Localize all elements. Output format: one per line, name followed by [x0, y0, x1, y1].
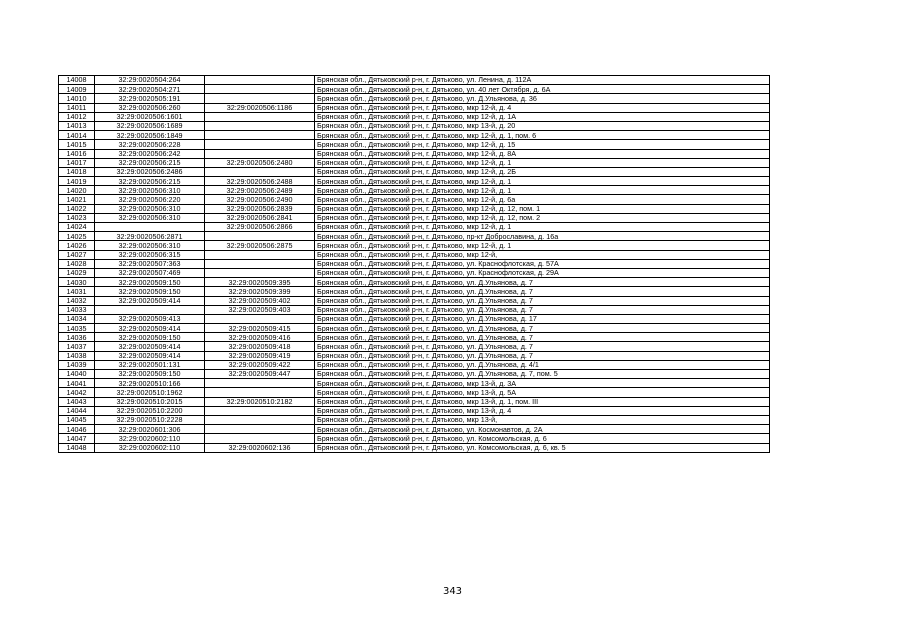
table-row: [59, 94, 770, 103]
address-cell: Брянская обл., Дятьковский р-н, г. Дятьково, ул. Д.Ульянова, д. 7: [315, 333, 770, 342]
record-number-cell: 14019: [59, 177, 95, 186]
related-cadastral-number-cell: [205, 232, 315, 241]
related-cadastral-number-cell: [205, 379, 315, 388]
table-row: [59, 434, 770, 443]
related-cadastral-number-cell: 32:29:0020509:419: [205, 351, 315, 360]
cadastral-number-cell: 32:29:0020507:469: [95, 268, 205, 277]
address-cell: Брянская обл., Дятьковский р-н, г. Дятьково, ул. Ленина, д. 112А: [315, 76, 770, 85]
address-cell: Брянская обл., Дятьковский р-н, г. Дятьково, мкр 12-й, д. 15: [315, 140, 770, 149]
related-cadastral-number-cell: 32:29:0020509:399: [205, 287, 315, 296]
record-number-cell: 14042: [59, 388, 95, 397]
related-cadastral-number-cell: [205, 76, 315, 85]
table-row: [59, 149, 770, 158]
address-cell: Брянская обл., Дятьковский р-н, г. Дятьково, мкр 12-й,: [315, 250, 770, 259]
table-row: [59, 167, 770, 176]
address-cell: Брянская обл., Дятьковский р-н, г. Дятьково, мкр 13-й, д. 1, пом. III: [315, 397, 770, 406]
address-cell: Брянская обл., Дятьковский р-н, г. Дятьково, ул. Д.Ульянова, д. 7: [315, 324, 770, 333]
cadastral-number-cell: 32:29:0020506:2486: [95, 167, 205, 176]
related-cadastral-number-cell: 32:29:0020509:395: [205, 278, 315, 287]
address-cell: Брянская обл., Дятьковский р-н, г. Дятьково, мкр 12-й, д. 8А: [315, 149, 770, 158]
record-number-cell: 14039: [59, 360, 95, 369]
cadastral-number-cell: 32:29:0020509:150: [95, 333, 205, 342]
table-row: [59, 379, 770, 388]
table-row: [59, 370, 770, 379]
address-cell: Брянская обл., Дятьковский р-н, г. Дятьково, мкр 12-й, д. 1: [315, 241, 770, 250]
address-cell: Брянская обл., Дятьковский р-н, г. Дятьково, мкр 13-й, д. 5А: [315, 388, 770, 397]
record-number-cell: 14023: [59, 213, 95, 222]
address-cell: Брянская обл., Дятьковский р-н, г. Дятьково, ул. Комсомольская, д. 6, кв. 5: [315, 443, 770, 452]
cadastral-number-cell: 32:29:0020509:414: [95, 351, 205, 360]
record-number-cell: 14035: [59, 324, 95, 333]
record-number-cell: 14037: [59, 342, 95, 351]
address-cell: Брянская обл., Дятьковский р-н, г. Дятьково, ул. Краснофлотская, д. 29А: [315, 268, 770, 277]
record-number-cell: 14013: [59, 121, 95, 130]
address-cell: Брянская обл., Дятьковский р-н, г. Дятьково, мкр 12-й, д. 1: [315, 177, 770, 186]
record-number-cell: 14012: [59, 112, 95, 121]
cadastral-number-cell: 32:29:0020506:242: [95, 149, 205, 158]
related-cadastral-number-cell: [205, 121, 315, 130]
address-cell: Брянская обл., Дятьковский р-н, г. Дятьково, ул. Краснофлотская, д. 57А: [315, 259, 770, 268]
cadastral-number-cell: 32:29:0020501:131: [95, 360, 205, 369]
related-cadastral-number-cell: 32:29:0020509:403: [205, 305, 315, 314]
address-cell: Брянская обл., Дятьковский р-н, г. Дятьково, ул. Д.Ульянова, д. 7: [315, 296, 770, 305]
address-cell: Брянская обл., Дятьковский р-н, г. Дятьково, мкр 13-й, д. 3А: [315, 379, 770, 388]
cadastral-number-cell: 32:29:0020504:264: [95, 76, 205, 85]
records-body: [59, 76, 770, 453]
cadastral-number-cell: 32:29:0020509:150: [95, 287, 205, 296]
cadastral-number-cell: 32:29:0020506:310: [95, 213, 205, 222]
records-table: [58, 75, 770, 453]
address-cell: Брянская обл., Дятьковский р-н, г. Дятьково, ул. Д.Ульянова, д. 36: [315, 94, 770, 103]
address-cell: Брянская обл., Дятьковский р-н, г. Дятьково, ул. 40 лет Октября, д. 6А: [315, 85, 770, 94]
related-cadastral-number-cell: 32:29:0020506:2489: [205, 186, 315, 195]
table-row: [59, 232, 770, 241]
related-cadastral-number-cell: 32:29:0020506:1186: [205, 103, 315, 112]
address-cell: Брянская обл., Дятьковский р-н, г. Дятьково, мкр 12-й, д. 4: [315, 103, 770, 112]
table-row: [59, 443, 770, 452]
table-row: [59, 112, 770, 121]
record-number-cell: 14044: [59, 406, 95, 415]
record-number-cell: 14038: [59, 351, 95, 360]
address-cell: Брянская обл., Дятьковский р-н, г. Дятьково, мкр 12-й, д. 2Б: [315, 167, 770, 176]
related-cadastral-number-cell: [205, 388, 315, 397]
table-row: [59, 351, 770, 360]
related-cadastral-number-cell: [205, 149, 315, 158]
table-row: [59, 186, 770, 195]
related-cadastral-number-cell: 32:29:0020509:447: [205, 370, 315, 379]
address-cell: Брянская обл., Дятьковский р-н, г. Дятьково, ул. Космонавтов, д. 2А: [315, 425, 770, 434]
cadastral-number-cell: 32:29:0020510:1962: [95, 388, 205, 397]
record-number-cell: 14016: [59, 149, 95, 158]
cadastral-number-cell: 32:29:0020510:2200: [95, 406, 205, 415]
cadastral-number-cell: 32:29:0020509:413: [95, 314, 205, 323]
related-cadastral-number-cell: 32:29:0020506:2480: [205, 158, 315, 167]
record-number-cell: 14041: [59, 379, 95, 388]
table-row: [59, 296, 770, 305]
table-row: [59, 76, 770, 85]
cadastral-number-cell: 32:29:0020506:315: [95, 250, 205, 259]
cadastral-number-cell: 32:29:0020602:110: [95, 434, 205, 443]
address-cell: Брянская обл., Дятьковский р-н, г. Дятьково, мкр 12-й, д. 12, пом. 2: [315, 213, 770, 222]
record-number-cell: 14031: [59, 287, 95, 296]
address-cell: Брянская обл., Дятьковский р-н, г. Дятьково, мкр 12-й, д. 6а: [315, 195, 770, 204]
address-cell: Брянская обл., Дятьковский р-н, г. Дятьково, пр-кт Доброславина, д. 16а: [315, 232, 770, 241]
record-number-cell: 14022: [59, 204, 95, 213]
cadastral-number-cell: 32:29:0020506:260: [95, 103, 205, 112]
related-cadastral-number-cell: [205, 314, 315, 323]
cadastral-number-cell: 32:29:0020507:363: [95, 259, 205, 268]
address-cell: Брянская обл., Дятьковский р-н, г. Дятьково, ул. Д.Ульянова, д. 17: [315, 314, 770, 323]
related-cadastral-number-cell: 32:29:0020506:2866: [205, 223, 315, 232]
record-number-cell: 14047: [59, 434, 95, 443]
related-cadastral-number-cell: [205, 415, 315, 424]
cadastral-number-cell: 32:29:0020506:1601: [95, 112, 205, 121]
address-cell: Брянская обл., Дятьковский р-н, г. Дятьково, мкр 13-й, д. 4: [315, 406, 770, 415]
address-cell: Брянская обл., Дятьковский р-н, г. Дятьково, ул. Д.Ульянова, д. 7: [315, 342, 770, 351]
address-cell: Брянская обл., Дятьковский р-н, г. Дятьково, мкр 12-й, д. 1: [315, 186, 770, 195]
related-cadastral-number-cell: [205, 112, 315, 121]
record-number-cell: 14045: [59, 415, 95, 424]
record-number-cell: 14024: [59, 223, 95, 232]
table-row: [59, 259, 770, 268]
related-cadastral-number-cell: 32:29:0020509:402: [205, 296, 315, 305]
cadastral-number-cell: 32:29:0020509:414: [95, 296, 205, 305]
cadastral-number-cell: [95, 305, 205, 314]
table-row: [59, 314, 770, 323]
cadastral-number-cell: 32:29:0020602:110: [95, 443, 205, 452]
table-row: [59, 388, 770, 397]
cadastral-number-cell: 32:29:0020506:1689: [95, 121, 205, 130]
related-cadastral-number-cell: [205, 259, 315, 268]
record-number-cell: 14014: [59, 131, 95, 140]
address-cell: Брянская обл., Дятьковский р-н, г. Дятьково, ул. Д.Ульянова, д. 7: [315, 305, 770, 314]
table-row: [59, 406, 770, 415]
table-row: [59, 177, 770, 186]
table-row: [59, 121, 770, 130]
related-cadastral-number-cell: [205, 268, 315, 277]
table-row: [59, 103, 770, 112]
table-row: [59, 425, 770, 434]
cadastral-number-cell: 32:29:0020506:215: [95, 177, 205, 186]
cadastral-number-cell: 32:29:0020509:414: [95, 324, 205, 333]
record-number-cell: 14032: [59, 296, 95, 305]
record-number-cell: 14030: [59, 278, 95, 287]
cadastral-number-cell: 32:29:0020509:150: [95, 278, 205, 287]
cadastral-number-cell: 32:29:0020510:166: [95, 379, 205, 388]
record-number-cell: 14025: [59, 232, 95, 241]
related-cadastral-number-cell: [205, 434, 315, 443]
table-row: [59, 158, 770, 167]
cadastral-number-cell: 32:29:0020506:2871: [95, 232, 205, 241]
related-cadastral-number-cell: 32:29:0020506:2875: [205, 241, 315, 250]
related-cadastral-number-cell: 32:29:0020509:418: [205, 342, 315, 351]
related-cadastral-number-cell: 32:29:0020509:415: [205, 324, 315, 333]
address-cell: Брянская обл., Дятьковский р-н, г. Дятьково, мкр 13-й,: [315, 415, 770, 424]
address-cell: Брянская обл., Дятьковский р-н, г. Дятьково, мкр 12-й, д. 1: [315, 158, 770, 167]
address-cell: Брянская обл., Дятьковский р-н, г. Дятьково, ул. Д.Ульянова, д. 7: [315, 278, 770, 287]
table-row: [59, 213, 770, 222]
table-row: [59, 333, 770, 342]
table-row: [59, 268, 770, 277]
page-number: 343: [442, 586, 463, 597]
table-row: [59, 397, 770, 406]
cadastral-number-cell: 32:29:0020509:414: [95, 342, 205, 351]
record-number-cell: 14027: [59, 250, 95, 259]
table-row: [59, 287, 770, 296]
record-number-cell: 14010: [59, 94, 95, 103]
record-number-cell: 14048: [59, 443, 95, 452]
related-cadastral-number-cell: [205, 167, 315, 176]
record-number-cell: 14009: [59, 85, 95, 94]
table-row: [59, 278, 770, 287]
table-row: [59, 241, 770, 250]
record-number-cell: 14015: [59, 140, 95, 149]
address-cell: Брянская обл., Дятьковский р-н, г. Дятьково, мкр 12-й, д. 1: [315, 223, 770, 232]
cadastral-number-cell: 32:29:0020506:310: [95, 186, 205, 195]
related-cadastral-number-cell: 32:29:0020509:416: [205, 333, 315, 342]
related-cadastral-number-cell: [205, 85, 315, 94]
record-number-cell: 14018: [59, 167, 95, 176]
cadastral-number-cell: 32:29:0020505:191: [95, 94, 205, 103]
record-number-cell: 14034: [59, 314, 95, 323]
cadastral-number-cell: 32:29:0020506:310: [95, 241, 205, 250]
cadastral-number-cell: 32:29:0020506:1849: [95, 131, 205, 140]
record-number-cell: 14029: [59, 268, 95, 277]
address-cell: Брянская обл., Дятьковский р-н, г. Дятьково, ул. Д.Ульянова, д. 7: [315, 287, 770, 296]
address-cell: Брянская обл., Дятьковский р-н, г. Дятьково, ул. Д.Ульянова, д. 7, пом. 5: [315, 370, 770, 379]
table-row: [59, 305, 770, 314]
record-number-cell: 14046: [59, 425, 95, 434]
address-cell: Брянская обл., Дятьковский р-н, г. Дятьково, ул. Д.Ульянова, д. 4/1: [315, 360, 770, 369]
table-row: [59, 85, 770, 94]
cadastral-number-cell: 32:29:0020601:306: [95, 425, 205, 434]
related-cadastral-number-cell: 32:29:0020509:422: [205, 360, 315, 369]
record-number-cell: 14040: [59, 370, 95, 379]
table-row: [59, 360, 770, 369]
related-cadastral-number-cell: [205, 406, 315, 415]
cadastral-number-cell: 32:29:0020504:271: [95, 85, 205, 94]
table-row: [59, 223, 770, 232]
cadastral-number-cell: 32:29:0020506:310: [95, 204, 205, 213]
record-number-cell: 14028: [59, 259, 95, 268]
related-cadastral-number-cell: 32:29:0020506:2488: [205, 177, 315, 186]
related-cadastral-number-cell: 32:29:0020510:2182: [205, 397, 315, 406]
related-cadastral-number-cell: [205, 250, 315, 259]
cadastral-number-cell: 32:29:0020510:2228: [95, 415, 205, 424]
record-number-cell: 14043: [59, 397, 95, 406]
cadastral-number-cell: 32:29:0020506:220: [95, 195, 205, 204]
record-number-cell: 14026: [59, 241, 95, 250]
cadastral-number-cell: [95, 223, 205, 232]
table-row: [59, 250, 770, 259]
address-cell: Брянская обл., Дятьковский р-н, г. Дятьково, мкр 12-й, д. 1, пом. 6: [315, 131, 770, 140]
cadastral-number-cell: 32:29:0020506:215: [95, 158, 205, 167]
table-row: [59, 415, 770, 424]
record-number-cell: 14017: [59, 158, 95, 167]
record-number-cell: 14021: [59, 195, 95, 204]
table-row: [59, 140, 770, 149]
record-number-cell: 14033: [59, 305, 95, 314]
table-row: [59, 131, 770, 140]
table-row: [59, 204, 770, 213]
record-number-cell: 14008: [59, 76, 95, 85]
record-number-cell: 14036: [59, 333, 95, 342]
cadastral-number-cell: 32:29:0020509:150: [95, 370, 205, 379]
address-cell: Брянская обл., Дятьковский р-н, г. Дятьково, мкр 12-й, д. 12, пом. 1: [315, 204, 770, 213]
related-cadastral-number-cell: [205, 425, 315, 434]
address-cell: Брянская обл., Дятьковский р-н, г. Дятьково, мкр 13-й, д. 20: [315, 121, 770, 130]
related-cadastral-number-cell: [205, 140, 315, 149]
address-cell: Брянская обл., Дятьковский р-н, г. Дятьково, мкр 12-й, д. 1А: [315, 112, 770, 121]
address-cell: Брянская обл., Дятьковский р-н, г. Дятьково, ул. Комсомольская, д. 6: [315, 434, 770, 443]
table-row: [59, 342, 770, 351]
table-row: [59, 324, 770, 333]
related-cadastral-number-cell: [205, 131, 315, 140]
cadastral-number-cell: 32:29:0020506:228: [95, 140, 205, 149]
related-cadastral-number-cell: 32:29:0020602:136: [205, 443, 315, 452]
table-row: [59, 195, 770, 204]
related-cadastral-number-cell: 32:29:0020506:2841: [205, 213, 315, 222]
record-number-cell: 14020: [59, 186, 95, 195]
related-cadastral-number-cell: 32:29:0020506:2490: [205, 195, 315, 204]
address-cell: Брянская обл., Дятьковский р-н, г. Дятьково, ул. Д.Ульянова, д. 7: [315, 351, 770, 360]
cadastral-number-cell: 32:29:0020510:2015: [95, 397, 205, 406]
record-number-cell: 14011: [59, 103, 95, 112]
related-cadastral-number-cell: 32:29:0020506:2839: [205, 204, 315, 213]
related-cadastral-number-cell: [205, 94, 315, 103]
